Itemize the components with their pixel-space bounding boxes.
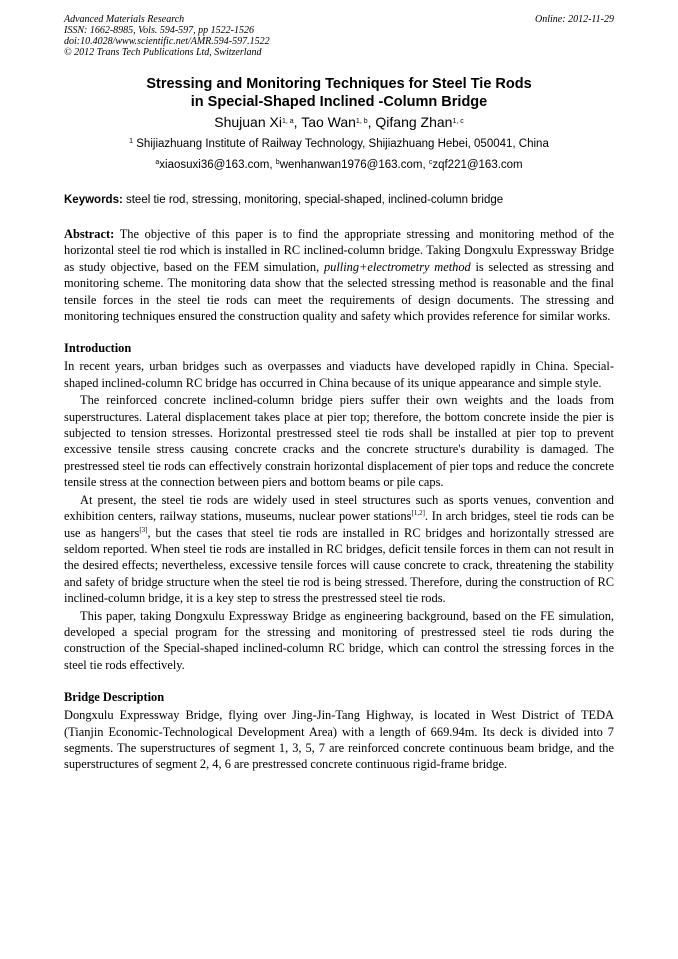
paper-page — [64, 14, 614, 773]
email-separator: , — [269, 159, 276, 171]
email-address[interactable]: wenhanwan1976@163.com — [279, 159, 423, 171]
abstract-text-1: The objective of this paper is to find the appropriate stressing and monitoring method of the horizontal steel tie rod which is installed in RC inclined-column bridge. Taking Dongxulu Expressway Bridge as study objective, based on the FEM simulation, — [64, 227, 614, 274]
email-list — [64, 158, 614, 172]
email-address[interactable]: xiaosuxi36@163.com — [159, 159, 270, 171]
online-date: Online: 2012-11-29 — [535, 14, 614, 25]
affiliation — [64, 137, 614, 151]
paragraph — [64, 492, 614, 607]
email-separator: , — [422, 159, 429, 171]
email-address[interactable]: zqf221@163.com — [432, 159, 523, 171]
abstract-text-2: is selected as stressing and monitoring scheme. The monitoring data show that the selected stressing method is reasonable and the final tensile forces in the steel tie rods can meet the requirements of design documents. The stressing and monitoring techniques ensured the construction quality and safety which provides reference for similar works. — [64, 259, 615, 324]
author-affiliation-mark: 1, a — [281, 118, 294, 125]
email-mark: c — [428, 159, 433, 166]
citation: [1,2] — [411, 509, 425, 518]
paragraph: The reinforced concrete inclined-column bridge piers suffer their own weights and the loads from superstructures. Lateral displacement takes place at pier top; therefore, the bottom concrete inside the pier is subjected to tension stresses. Horizontal prestressed steel tie rods shall be installed at pier top to prevent excessive tensile stress causing concrete cracks and the concrete structure's durability is damaged. The prestressed steel tie rods can effectively constrain horizontal displacement of pier tops and reduce the concrete tensile stress at the connection between piers and bottom beams or pile caps. — [64, 393, 614, 490]
introduction-section — [64, 340, 614, 673]
author-list — [64, 113, 614, 131]
section-heading-introduction: Introduction — [64, 341, 132, 356]
affiliation-mark: 1 — [129, 138, 134, 145]
keywords-text: steel tie rod, stressing, monitoring, special-shaped, inclined-column bridge — [122, 194, 504, 206]
abstract-method: pulling+electrometry method — [323, 259, 471, 274]
abstract-label: Abstract: — [64, 227, 115, 241]
bridge-description-section — [64, 689, 614, 773]
email-mark: b — [275, 159, 280, 166]
paragraph-text: . In arch bridges, steel tie rods can be use as hangers — [64, 509, 614, 540]
email-mark: a — [155, 159, 160, 166]
author-name: Tao Wan — [301, 114, 356, 130]
paragraph-text: , but the cases that steel tie rods are installed in RC bridges and horizontally stressed are seldom reported. When steel tie rods are installed in RC bridges, deficit tensile forces in them can not result in the desired effects; nevertheless, excessive tensile forces will cause concrete to crack, threatening the stability and safety of bridge structure when the steel tie rod is being stressed. Therefore, during the construction of RC inclined-column bridge, it is a key step to stress the prestressed steel tie rods. — [64, 525, 614, 606]
journal-copyright: © 2012 Trans Tech Publications Ltd, Switzerland — [64, 47, 262, 58]
author-name: Qifang Zhan — [375, 114, 453, 130]
affiliation-text: Shijiazhuang Institute of Railway Technology, Shijiazhuang Hebei, 050041, China — [136, 138, 549, 150]
paragraph: Dongxulu Expressway Bridge, flying over Jing-Jin-Tang Highway, is located in West District of TEDA (Tianjin Economic-Technological Development Area) with a length of 669.94m. Its deck is divided into 7 segments. The superstructures of segment 1, 3, 5, 7 are reinforced concrete continuous beam bridge, and the superstructures of segment 2, 4, 6 are prestressed concrete continuous rigid-frame bridge. — [64, 708, 614, 772]
journal-doi: doi:10.4028/www.scientific.net/AMR.594-597.1522 — [64, 36, 270, 47]
journal-header — [64, 14, 614, 58]
paper-title — [64, 75, 614, 111]
keywords — [64, 193, 614, 207]
section-heading-bridge-description: Bridge Description — [64, 690, 165, 705]
paragraph: In recent years, urban bridges such as overpasses and viaducts have developed rapidly in China. Special-shaped inclined-column RC bridge has occurred in China because of its unique appearance and simple style. — [64, 359, 614, 390]
author-affiliation-mark: 1, b — [355, 118, 368, 125]
journal-issn: ISSN: 1662-8985, Vols. 594-597, pp 1522-1526 — [64, 25, 254, 36]
citation: [3] — [139, 525, 148, 534]
author-separator: , — [293, 114, 302, 130]
title-line-1: Stressing and Monitoring Techniques for Steel Tie Rods — [146, 76, 532, 92]
paragraph-text: At present, the steel tie rods are widely used in steel structures such as sports venues, convention and exhibition centers, railway stations, museums, nuclear power stations — [64, 492, 614, 524]
keywords-label: Keywords: — [64, 194, 123, 206]
title-line-2: in Special-Shaped Inclined -Column Bridge — [190, 94, 488, 110]
author-separator: , — [367, 114, 376, 130]
author-affiliation-mark: 1, c — [452, 118, 464, 125]
paragraph: This paper, taking Dongxulu Expressway Bridge as engineering background, based on the FE simulation, developed a special program for the stressing and monitoring of prestressed steel tie rods during the construction of the Special-shaped inclined-column RC bridge, which can control the stressing forces in the steel tie rods effectively. — [64, 608, 614, 672]
author-name: Shujuan Xi — [214, 114, 282, 130]
abstract — [64, 226, 614, 324]
journal-name: Advanced Materials Research — [64, 14, 185, 25]
